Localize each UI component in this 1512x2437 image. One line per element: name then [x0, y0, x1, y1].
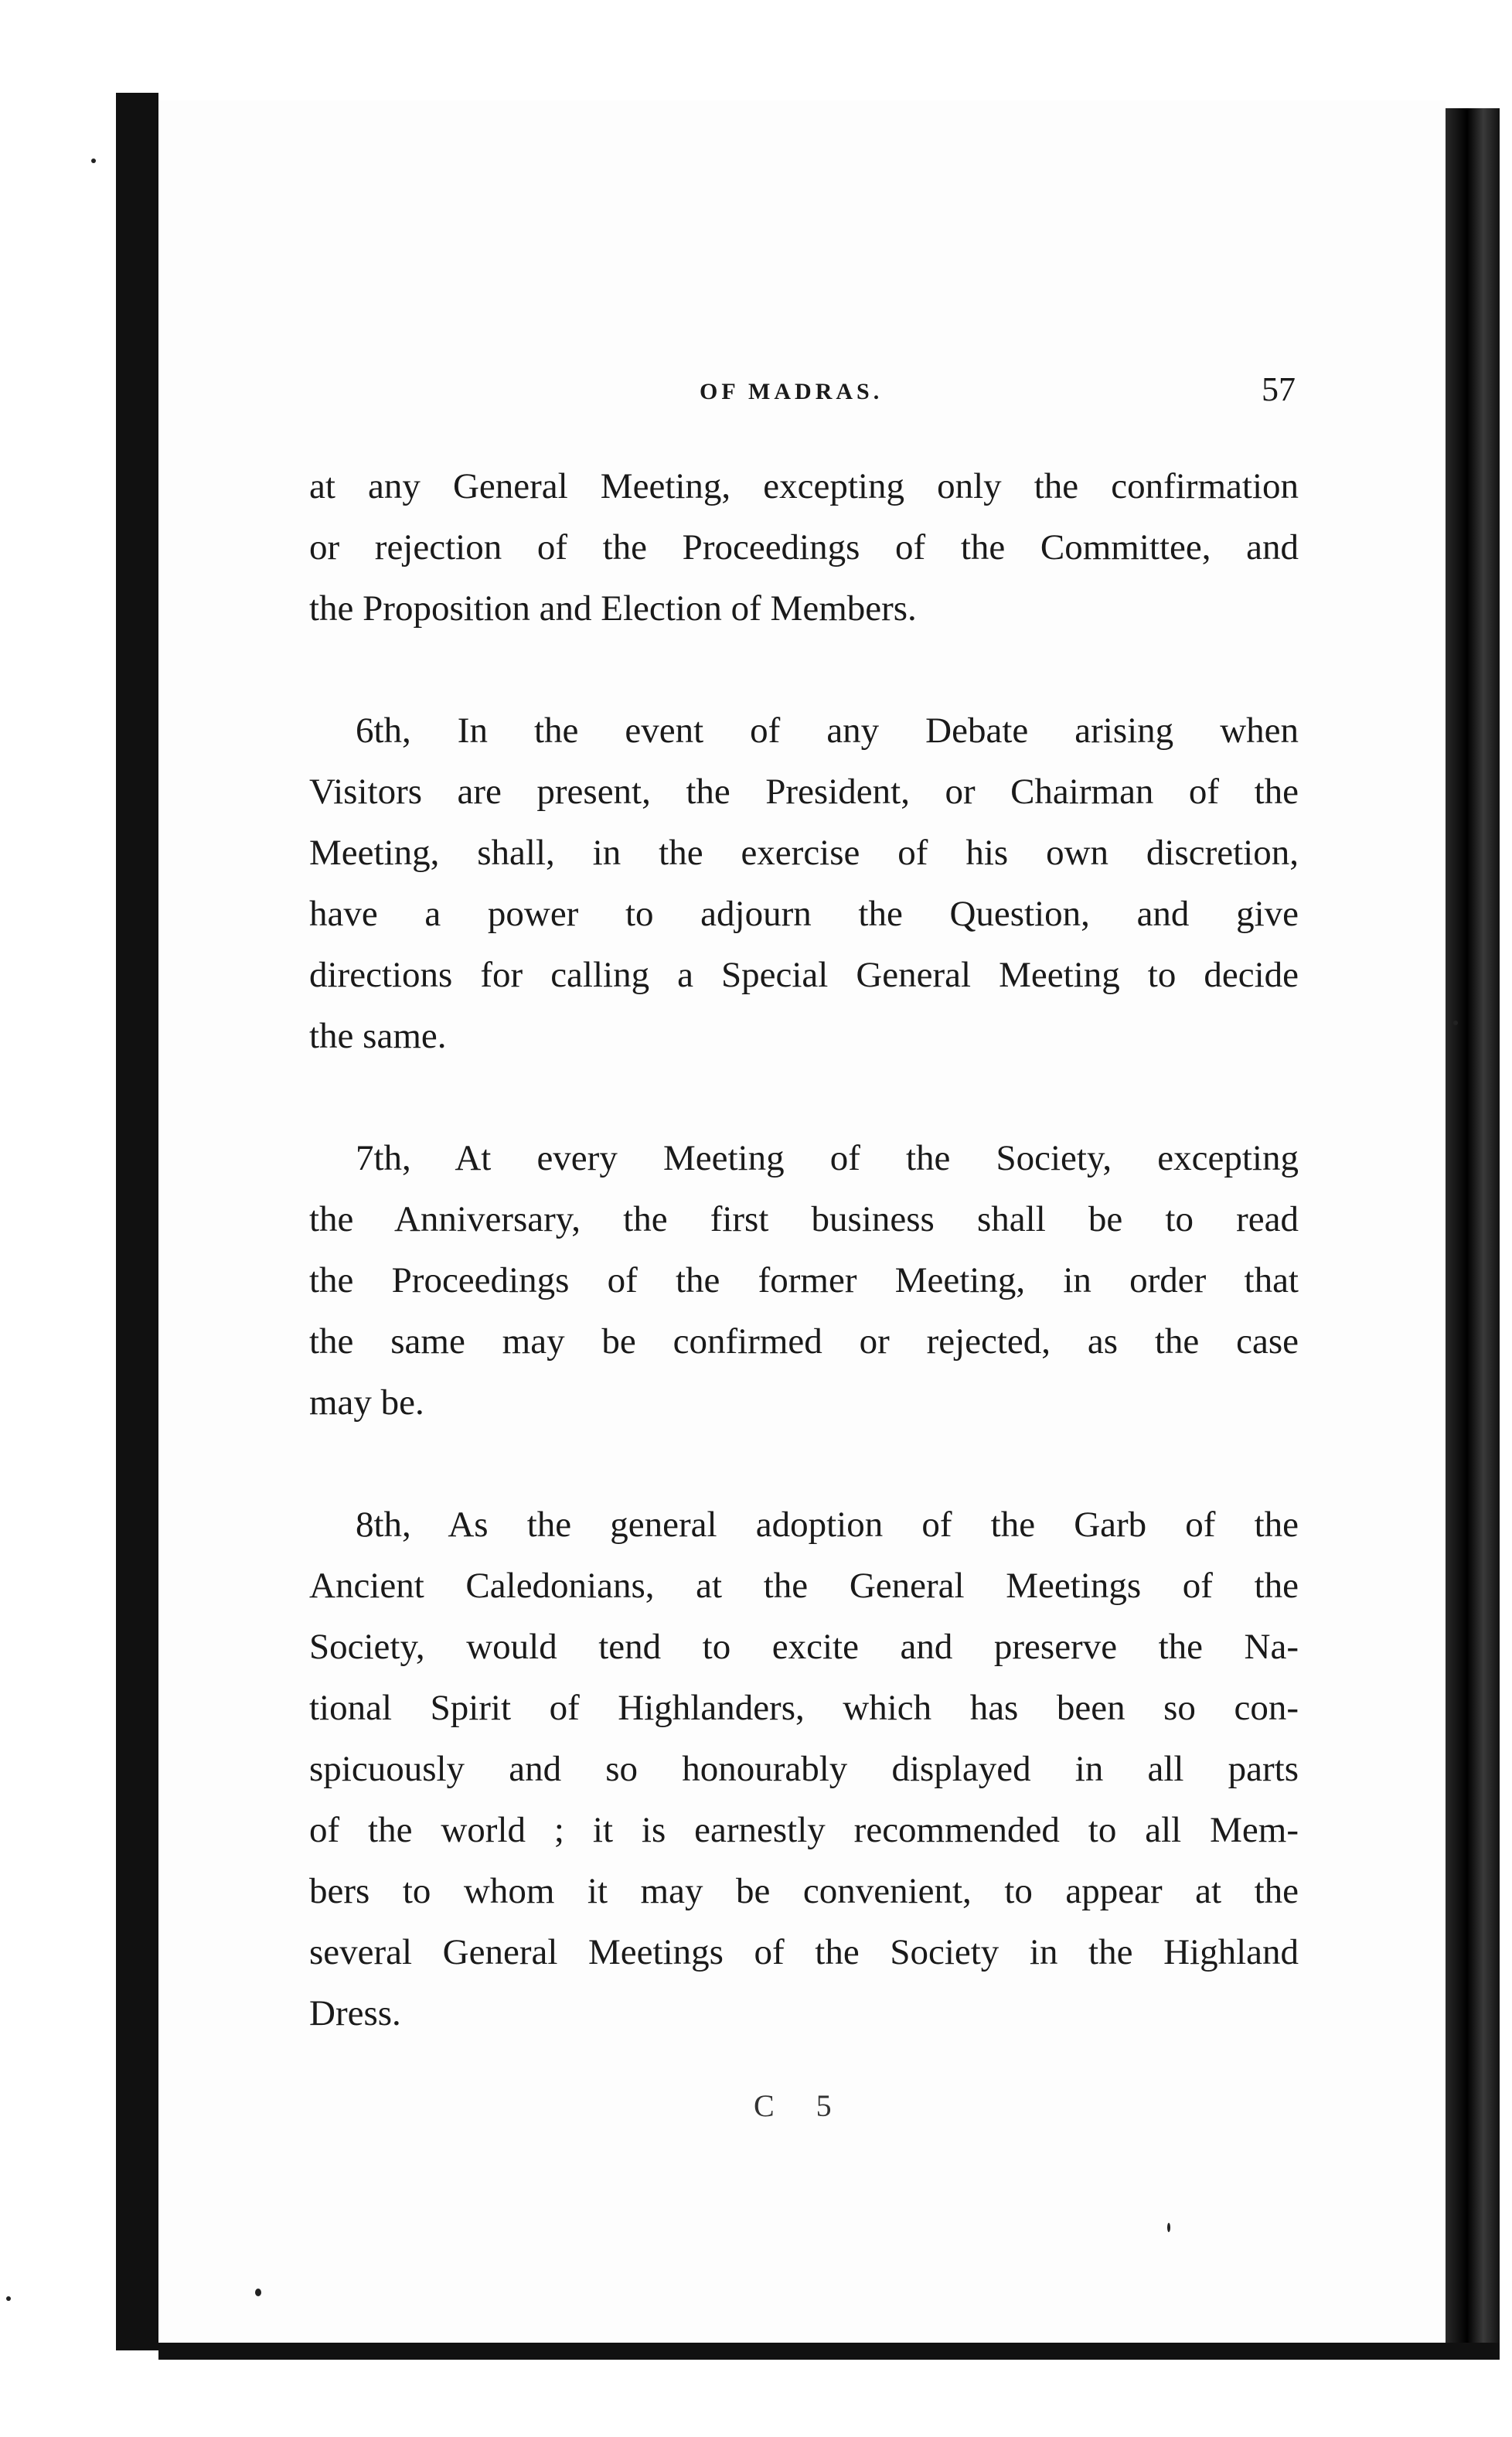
- text-line: 8th, As the general adoption of the Garb of the: [356, 1505, 1299, 1545]
- text-line: the Proceedings of the former Meeting, in order that: [309, 1260, 1299, 1300]
- page-number: 57: [1262, 370, 1296, 408]
- paragraph: [309, 700, 1299, 1067]
- text-line: Visitors are present, the President, or Chairman of the: [309, 772, 1299, 812]
- text-line: 6th, In the event of any Debate arising when: [356, 711, 1299, 751]
- text-line: the same may be confirmed or rejected, as the case: [309, 1321, 1299, 1362]
- paragraph: [309, 1128, 1299, 1433]
- book-spine: [116, 93, 158, 2350]
- text-line: 7th, At every Meeting of the Society, excepting: [356, 1138, 1299, 1178]
- text-line: directions for calling a Special General Meeting to decide: [309, 955, 1299, 995]
- text-line: several General Meetings of the Society in the Highland: [309, 1932, 1299, 1972]
- text-line: spicuously and so honourably displayed in all parts: [309, 1749, 1299, 1789]
- ink-speck: [255, 2289, 261, 2296]
- text-line: tional Spirit of Highlanders, which has been so con-: [309, 1688, 1299, 1728]
- ink-speck: [1167, 2223, 1170, 2232]
- text-line: have a power to adjourn the Question, and give: [309, 894, 1299, 934]
- text-line: of the world ; it is earnestly recommended to all Mem-: [309, 1810, 1299, 1850]
- text-line: the same.: [309, 1016, 447, 1056]
- text-line: Dress.: [309, 1993, 401, 2033]
- running-title: OF MADRAS.: [700, 379, 884, 404]
- text-line: Ancient Caledonians, at the General Meetings of the: [309, 1566, 1299, 1606]
- text-line: the Proposition and Election of Members.: [309, 588, 917, 629]
- running-header: [309, 370, 1306, 416]
- signature-mark: C 5: [754, 2088, 849, 2123]
- text-line: may be.: [309, 1382, 424, 1423]
- paragraph: [309, 1495, 1299, 2044]
- page-edge-right: [1446, 108, 1500, 2350]
- ink-speck: [91, 158, 96, 163]
- paragraph: [309, 456, 1299, 639]
- text-line: the Anniversary, the first business shall be to read: [309, 1199, 1299, 1239]
- body-text: [309, 456, 1299, 2105]
- text-line: or rejection of the Proceedings of the Committee, and: [309, 527, 1299, 567]
- text-line: bers to whom it may be convenient, to appear at the: [309, 1871, 1299, 1911]
- facing-page-edge: [0, 93, 116, 2350]
- ink-speck: [1453, 1021, 1458, 1025]
- text-line: Society, would tend to excite and preserve the Na-: [309, 1627, 1299, 1667]
- text-line: at any General Meeting, excepting only the confirmation: [309, 466, 1299, 506]
- page-edge-bottom: [158, 2343, 1500, 2360]
- text-line: Meeting, shall, in the exercise of his own discretion,: [309, 833, 1299, 873]
- ink-speck: [6, 2296, 11, 2301]
